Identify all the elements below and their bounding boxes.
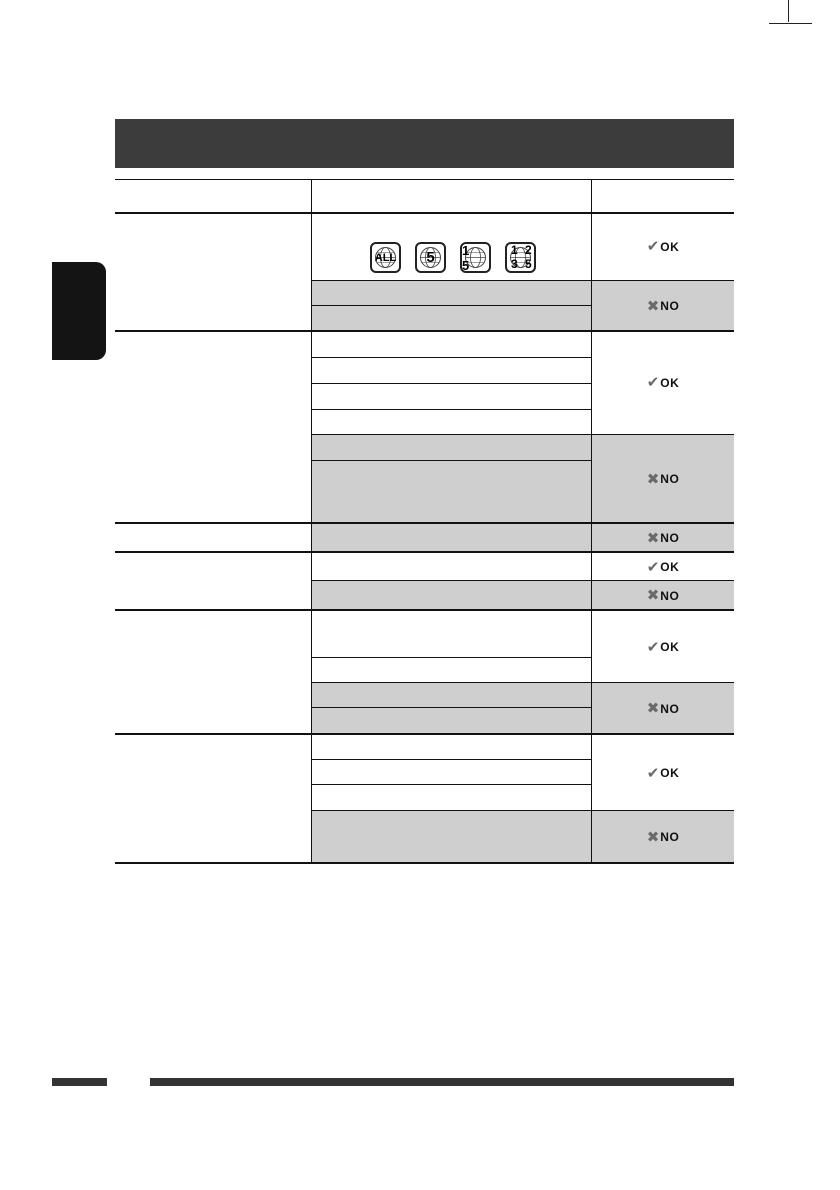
table-rule	[115, 179, 734, 180]
table-rule	[312, 460, 591, 461]
region-pair-globe-icon	[460, 242, 491, 273]
region-single-globe-icon	[415, 242, 446, 273]
status-ok-label: OK	[660, 560, 680, 574]
status-no-label: NO	[660, 830, 680, 844]
table-rule	[312, 357, 591, 358]
status-no	[592, 435, 734, 523]
table-rule	[312, 305, 591, 306]
check-icon: ✔	[646, 373, 660, 391]
status-no-label: NO	[660, 701, 680, 716]
status-no-label: NO	[660, 531, 680, 545]
table-rule	[312, 759, 591, 760]
table-rule	[312, 784, 591, 785]
status-ok-label: OK	[660, 239, 680, 254]
status-no-label: NO	[660, 299, 680, 313]
status-ok	[592, 331, 734, 434]
cross-icon: ✖	[646, 528, 660, 547]
status-no	[592, 281, 734, 331]
region-pair-label: 1 5	[462, 242, 473, 273]
check-icon: ✔	[646, 637, 660, 656]
status-no-label: NO	[660, 588, 680, 603]
check-icon: ✔	[646, 557, 660, 576]
status-ok-label: OK	[660, 375, 680, 390]
footer-page-bar-right	[150, 1078, 734, 1086]
region-quad-digit: 1	[511, 243, 518, 257]
crop-mark-horizontal	[769, 23, 812, 24]
column-divider	[311, 180, 312, 863]
status-no	[592, 581, 734, 610]
status-no	[592, 524, 734, 552]
table-rule	[312, 409, 591, 410]
table-rule	[312, 707, 591, 708]
cross-icon: ✖	[646, 699, 660, 717]
crop-mark-vertical	[788, 0, 789, 22]
footer-page-bar-left	[52, 1078, 107, 1086]
region-quad-globe-icon	[505, 242, 536, 273]
check-icon: ✔	[646, 763, 660, 782]
region-code-logos	[370, 242, 536, 273]
region-quad-digit: 5	[525, 257, 532, 271]
region-single-label: 5	[426, 249, 435, 266]
check-icon: ✔	[646, 237, 660, 255]
region-quad-digit: 2	[525, 243, 532, 257]
cross-icon: ✖	[646, 586, 660, 604]
region-all-globe-icon	[370, 242, 401, 273]
status-no	[592, 683, 734, 734]
region-quad-grid	[508, 243, 536, 273]
cross-icon: ✖	[646, 469, 660, 488]
region-all-label: ALL	[374, 251, 397, 264]
cross-icon: ✖	[646, 296, 660, 315]
status-ok	[592, 735, 734, 811]
status-no-label: NO	[660, 472, 680, 486]
table-rule	[312, 383, 591, 384]
region-quad-digit: 3	[511, 257, 518, 271]
status-no	[592, 811, 734, 863]
table-rule	[312, 657, 591, 658]
status-ok-label: OK	[660, 640, 680, 654]
status-ok	[592, 553, 734, 581]
table-title-bar	[115, 119, 734, 168]
cross-icon: ✖	[646, 827, 660, 846]
status-ok-label: OK	[660, 766, 680, 780]
status-ok	[592, 611, 734, 683]
status-ok	[592, 213, 734, 280]
language-side-tab	[52, 262, 106, 360]
